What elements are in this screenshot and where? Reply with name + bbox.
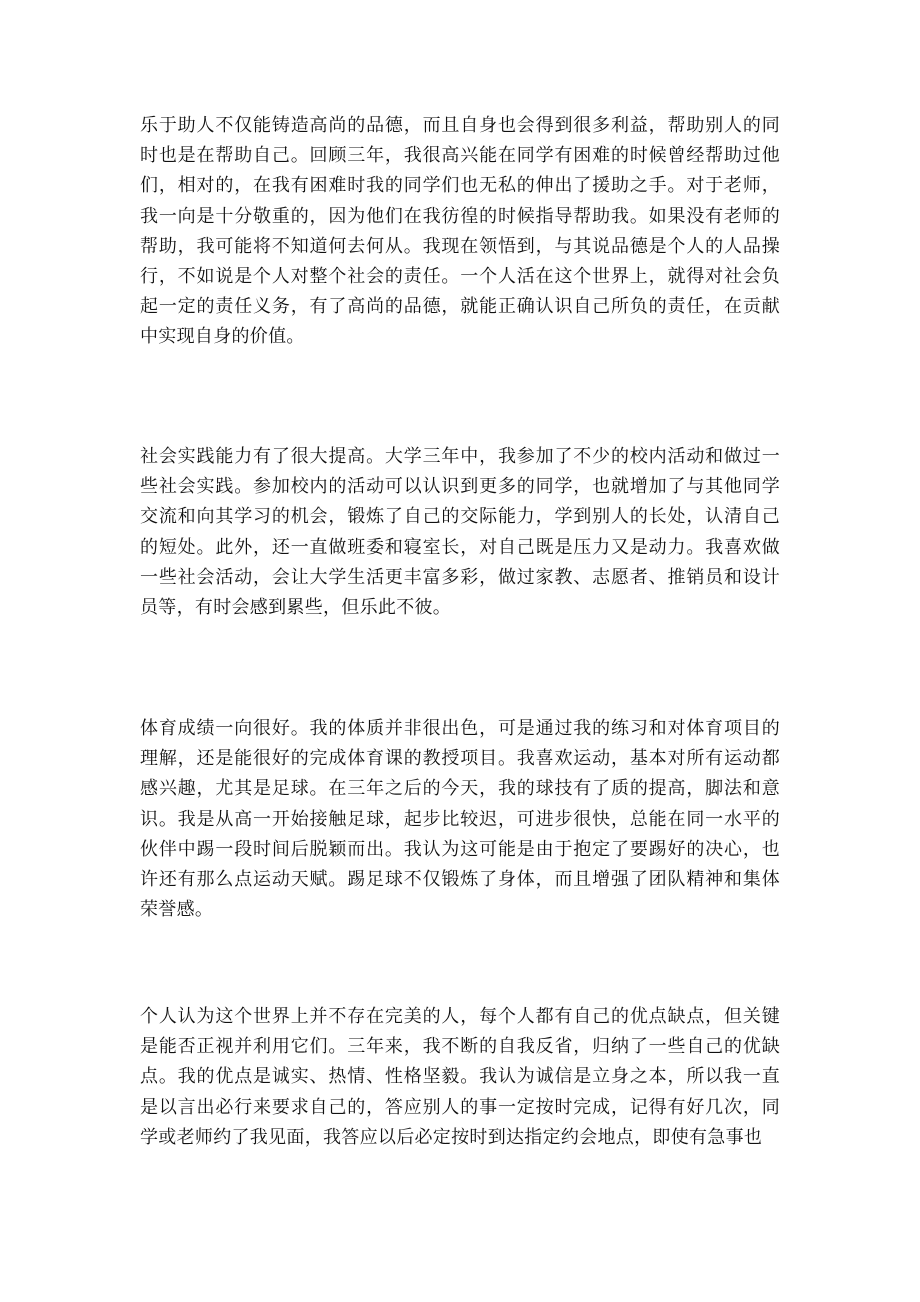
paragraph-sports: 体育成绩一向很好。我的体质并非很出色，可是通过我的练习和对体育项目的理解，还是能很好的完成体育课的教授项目。我喜欢运动，基本对所有运动都感兴趣，尤其是足球。在三年之后的今天，我的球技有了质的提高，脚法和意识。我是从高一开始接触足球，起步比较迟，可进步很快，总能在同一水平的伙伴中踢一段时间后脱颖而出。我认为这可能是由于抱定了要踢好的决心，也许还有那么点运动天赋。踢足球不仅锻炼了身体，而且增强了团队精神和集体荣誉感。 [140,718,780,921]
paragraph-social-practice: 社会实践能力有了很大提高。大学三年中，我参加了不少的校内活动和做过一些社会实践。参加校内的活动可以认识到更多的同学，也就增加了与其他同学交流和向其学习的机会，锻炼了自己的交际能力，学到别人的长处，认清自己的短处。此外，还一直做班委和寝室长，对自己既是压力又是动力。我喜欢做一些社会活动，会让大学生活更丰富多彩，做过家教、志愿者、推销员和设计员等，有时会感到累些，但乐此不彼。 [140,446,780,619]
paragraph-helping-others: 乐于助人不仅能铸造高尚的品德，而且自身也会得到很多利益，帮助别人的同时也是在帮助自己。回顾三年，我很高兴能在同学有困难的时候曾经帮助过他们，相对的，在我有困难时我的同学们也无私的伸出了援助之手。对于老师，我一向是十分敬重的，因为他们在我彷徨的时候指导帮助我。如果没有老师的帮助，我可能将不知道何去何从。我现在领悟到，与其说品德是个人的人品操行，不如说是个人对整个社会的责任。一个人活在这个世界上，就得对社会负起一定的责任义务，有了高尚的品德，就能正确认识自己所负的责任，在贡献中实现自身的价值。 [140,115,780,348]
paragraph-strengths-weaknesses: 个人认为这个世界上并不存在完美的人，每个人都有自己的优点缺点，但关键是能否正视并利用它们。三年来，我不断的自我反省，归纳了一些自己的优缺点。我的优点是诚实、热情、性格坚毅。我认为诚信是立身之本，所以我一直是以言出必行来要求自己的，答应别人的事一定按时完成，记得有好几次，同学或老师约了我见面，我答应以后必定按时到达指定约会地点，即使有急事也 [140,1006,780,1148]
